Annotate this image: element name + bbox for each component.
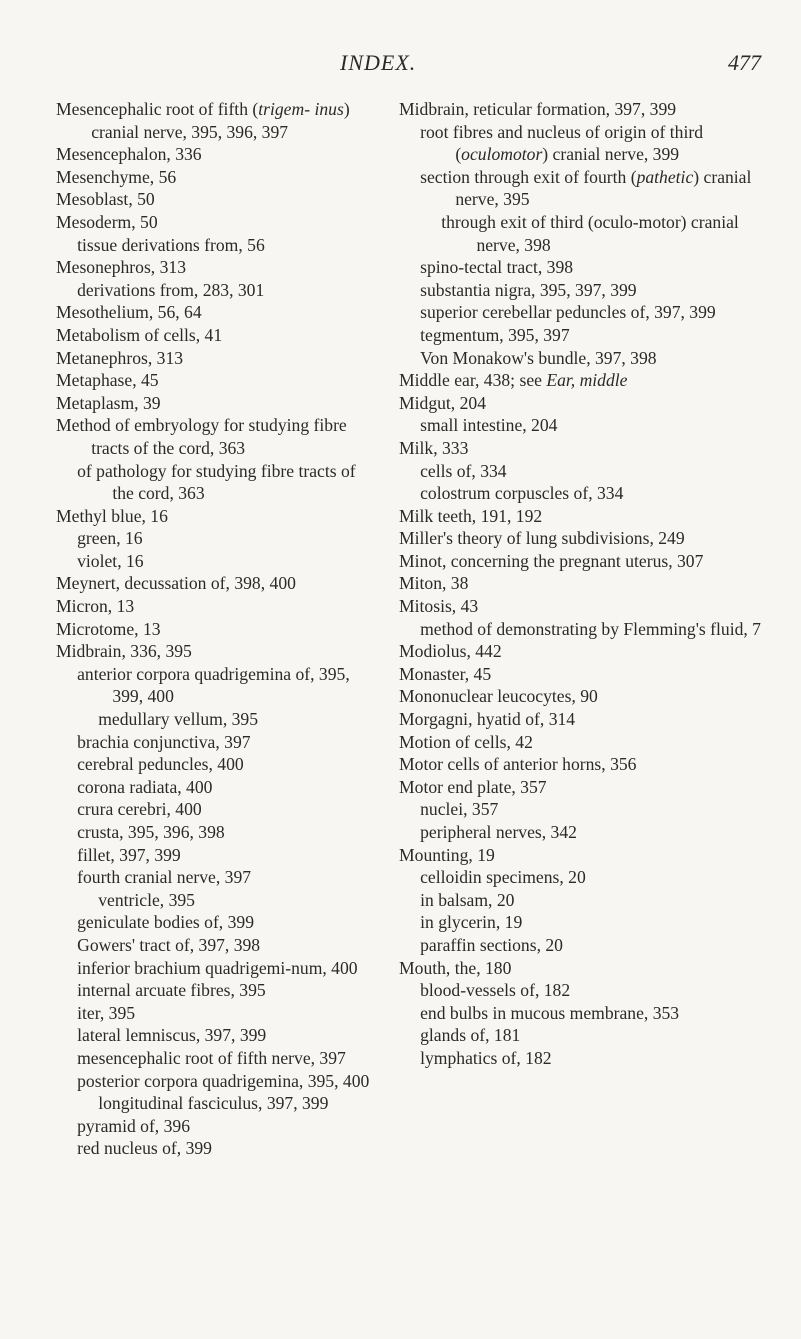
entry-text: iter, 395 [77, 1002, 136, 1023]
entry-text: Milk teeth, 191, 192 [399, 505, 543, 526]
entry-text: glands of, 181 [420, 1025, 521, 1046]
index-entry [56, 572, 378, 595]
index-subentry [399, 889, 771, 912]
entry-text: posterior corpora quadrigemina, 395, 400 [77, 1070, 370, 1091]
entry-text: fourth cranial nerve, 397 [77, 867, 252, 888]
running-title: INDEX. [340, 50, 417, 75]
page-header [0, 50, 801, 80]
entry-text: of pathology for studying fibre tracts of the cord, 363 [77, 460, 356, 504]
index-entry [399, 527, 771, 550]
index-subentry [399, 979, 771, 1002]
index-subentry [56, 866, 378, 889]
index-entry [399, 369, 771, 392]
index-entry [399, 685, 771, 708]
index-subentry [56, 889, 378, 912]
entry-text: derivations from, 283, 301 [77, 279, 265, 300]
entry-text: corona radiata, 400 [77, 776, 213, 797]
index-subentry [56, 460, 378, 505]
entry-text: Meynert, decussation of, 398, 400 [56, 573, 296, 594]
entry-text: Mesonephros, 313 [56, 257, 186, 278]
index-subentry [56, 821, 378, 844]
entry-text: violet, 16 [77, 550, 144, 571]
index-subentry [56, 1002, 378, 1025]
index-subentry [56, 1092, 378, 1115]
entry-text: Middle ear, 438; see [399, 370, 547, 391]
index-subentry [399, 798, 771, 821]
index-subentry [56, 550, 378, 573]
italic-text: pathetic [636, 166, 694, 187]
entry-text: in balsam, 20 [420, 889, 515, 910]
entry-text: longitudinal fasciculus, 397, 399 [98, 1093, 329, 1114]
index-entry [399, 776, 771, 799]
entry-text: ) cranial nerve, 395 [455, 166, 752, 210]
entry-text: superior cerebellar peduncles of, 397, 399 [420, 302, 716, 323]
entry-text: Midbrain, 336, 395 [56, 641, 192, 662]
index-subentry [399, 618, 771, 641]
entry-text: Mounting, 19 [399, 844, 495, 865]
entry-text: ) cranial nerve, 395, 396, 397 [91, 99, 350, 142]
entry-text: Microtome, 13 [56, 618, 161, 639]
index-entry [399, 957, 771, 980]
index-entry [399, 595, 771, 618]
entry-text: Modiolus, 442 [399, 641, 502, 662]
entry-text: Motor cells of anterior horns, 356 [399, 754, 637, 775]
entry-text: substantia nigra, 395, 397, 399 [420, 279, 637, 300]
entry-text: Methyl blue, 16 [56, 505, 168, 526]
index-subentry [399, 166, 771, 211]
entry-text: Motion of cells, 42 [399, 731, 533, 752]
index-subentry [56, 1047, 378, 1070]
index-subentry [56, 844, 378, 867]
index-subentry [56, 1070, 378, 1093]
entry-text: cerebral peduncles, 400 [77, 754, 244, 775]
index-entry [399, 640, 771, 663]
entry-text: root fibres and nucleus of origin of third ( [420, 121, 704, 165]
index-subentry [56, 957, 378, 980]
index-entry [399, 98, 771, 121]
entry-text: Mouth, the, 180 [399, 957, 512, 978]
entry-text: peripheral nerves, 342 [420, 822, 577, 842]
index-entry [399, 572, 771, 595]
entry-text: tissue derivations from, 56 [77, 234, 265, 255]
entry-text: lateral lemniscus, 397, 399 [77, 1025, 267, 1046]
entry-text: through exit of third (oculo-motor) cranial nerve, 398 [441, 211, 739, 255]
index-subentry [399, 211, 771, 256]
index-subentry [399, 821, 771, 844]
entry-text: Midbrain, reticular formation, 397, 399 [399, 99, 677, 119]
index-column-right [399, 98, 771, 1070]
entry-text: section through exit of fourth ( [420, 166, 637, 187]
index-column-left [56, 98, 378, 1160]
entry-text: Miton, 38 [399, 573, 469, 594]
index-entry [56, 98, 378, 143]
index-entry [399, 731, 771, 754]
index-subentry [56, 798, 378, 821]
index-entry [56, 256, 378, 279]
index-subentry [56, 731, 378, 754]
entry-text: blood-vessels of, 182 [420, 980, 571, 1001]
entry-text: method of demonstrating by Flemming's fluid, 7 [420, 618, 761, 639]
entry-text: Mitosis, 43 [399, 596, 479, 617]
index-subentry [399, 414, 771, 437]
index-entry [56, 595, 378, 618]
index-entry [399, 663, 771, 686]
entry-text: paraffin sections, 20 [420, 934, 563, 955]
index-entry [399, 505, 771, 528]
index-entry [56, 188, 378, 211]
index-subentry [399, 1002, 771, 1025]
index-subentry [399, 301, 771, 324]
entry-text: fillet, 397, 399 [77, 844, 181, 865]
index-subentry [399, 279, 771, 302]
entry-text: ) cranial nerve, 399 [542, 144, 680, 165]
entry-text: Metaphase, 45 [56, 370, 159, 391]
index-entry [399, 753, 771, 776]
entry-text: Monaster, 45 [399, 663, 492, 684]
italic-text: Ear, middle [546, 370, 628, 391]
entry-text: Von Monakow's bundle, 397, 398 [420, 347, 657, 368]
entry-text: Mononuclear leucocytes, 90 [399, 686, 598, 707]
entry-text: tegmentum, 395, 397 [420, 324, 570, 345]
entry-text: Metabolism of cells, 41 [56, 324, 223, 345]
index-entry [56, 640, 378, 663]
entry-text: red nucleus of, 399 [77, 1138, 212, 1159]
index-subentry [56, 708, 378, 731]
entry-text: Method of embryology for studying fibre tracts of the cord, 363 [56, 415, 347, 458]
entry-text: Milk, 333 [399, 437, 469, 458]
entry-text: Morgagni, hyatid of, 314 [399, 709, 576, 730]
entry-text: inferior brachium quadrigemi-num, 400 [77, 957, 358, 978]
index-entry [56, 369, 378, 392]
index-subentry [56, 1024, 378, 1047]
index-entry [399, 437, 771, 460]
index-entry [399, 550, 771, 573]
entry-text: mesencephalic root of fifth nerve, 397 [77, 1047, 346, 1068]
index-entry [56, 143, 378, 166]
index-subentry [56, 776, 378, 799]
index-subentry [399, 866, 771, 889]
entry-text: lymphatics of, 182 [420, 1047, 552, 1068]
entry-text: brachia conjunctiva, 397 [77, 731, 251, 752]
entry-text: crura cerebri, 400 [77, 799, 202, 820]
entry-text: medullary vellum, 395 [98, 709, 259, 730]
entry-text: end bulbs in mucous membrane, 353 [420, 1002, 680, 1023]
entry-text: pyramid of, 396 [77, 1115, 190, 1136]
entry-text: Motor end plate, 357 [399, 776, 547, 797]
entry-text: nuclei, 357 [420, 799, 499, 820]
entry-text: celloidin specimens, 20 [420, 867, 586, 888]
entry-text: Metaplasm, 39 [56, 392, 161, 413]
index-subentry [56, 979, 378, 1002]
italic-text: oculomotor [461, 144, 543, 165]
entry-text: internal arcuate fibres, 395 [77, 980, 266, 1001]
entry-text: crusta, 395, 396, 398 [77, 822, 225, 842]
index-subentry [399, 911, 771, 934]
entry-text: spino-tectal tract, 398 [420, 257, 574, 278]
index-subentry [399, 1047, 771, 1070]
index-entry [56, 324, 378, 347]
entry-text: green, 16 [77, 528, 143, 549]
index-subentry [399, 460, 771, 483]
index-entry [56, 618, 378, 641]
index-subentry [56, 663, 378, 708]
index-subentry [399, 1024, 771, 1047]
entry-text: Mesothelium, 56, 64 [56, 302, 202, 323]
entry-text: small intestine, 204 [420, 415, 558, 436]
italic-text: trigem- [258, 99, 311, 119]
entry-text: Mesoblast, 50 [56, 189, 155, 210]
index-entry [56, 301, 378, 324]
entry-text: Metanephros, 313 [56, 347, 184, 368]
index-subentry [399, 256, 771, 279]
page-number: 477 [728, 50, 761, 75]
italic-text: inus [314, 99, 344, 119]
index-subentry [399, 324, 771, 347]
entry-text: geniculate bodies of, 399 [77, 912, 254, 933]
index-entry [399, 708, 771, 731]
index-subentry [56, 911, 378, 934]
entry-text: ventricle, 395 [98, 889, 195, 910]
index-subentry [56, 753, 378, 776]
index-subentry [399, 121, 771, 166]
index-entry [399, 392, 771, 415]
index-subentry [56, 1115, 378, 1138]
index-subentry [56, 934, 378, 957]
index-subentry [399, 934, 771, 957]
entry-text: cells of, 334 [420, 460, 507, 481]
entry-text: Mesencephalon, 336 [56, 144, 202, 165]
entry-text: Mesencephalic root of fifth ( [56, 99, 259, 119]
index-subentry [56, 279, 378, 302]
entry-text: in glycerin, 19 [420, 912, 523, 933]
entry-text: Midgut, 204 [399, 392, 486, 413]
entry-text: Gowers' tract of, 397, 398 [77, 934, 261, 955]
index-entry [56, 392, 378, 415]
index-entry [56, 211, 378, 234]
index-entry [56, 166, 378, 189]
entry-text: Miller's theory of lung subdivisions, 249 [399, 528, 685, 549]
index-entry [56, 505, 378, 528]
entry-text: colostrum corpuscles of, 334 [420, 483, 624, 504]
index-entry [399, 844, 771, 867]
index-subentry [56, 527, 378, 550]
index-entry [56, 414, 378, 459]
index-entry [56, 347, 378, 370]
entry-text: anterior corpora quadrigemina of, 395, 399, 400 [77, 663, 350, 707]
index-subentry [399, 482, 771, 505]
index-subentry [56, 1137, 378, 1160]
entry-text: Micron, 13 [56, 596, 135, 617]
entry-text: Mesenchyme, 56 [56, 166, 177, 187]
entry-text: Minot, concerning the pregnant uterus, 307 [399, 550, 704, 571]
index-subentry [399, 347, 771, 370]
entry-text: Mesoderm, 50 [56, 211, 158, 232]
index-subentry [56, 234, 378, 257]
